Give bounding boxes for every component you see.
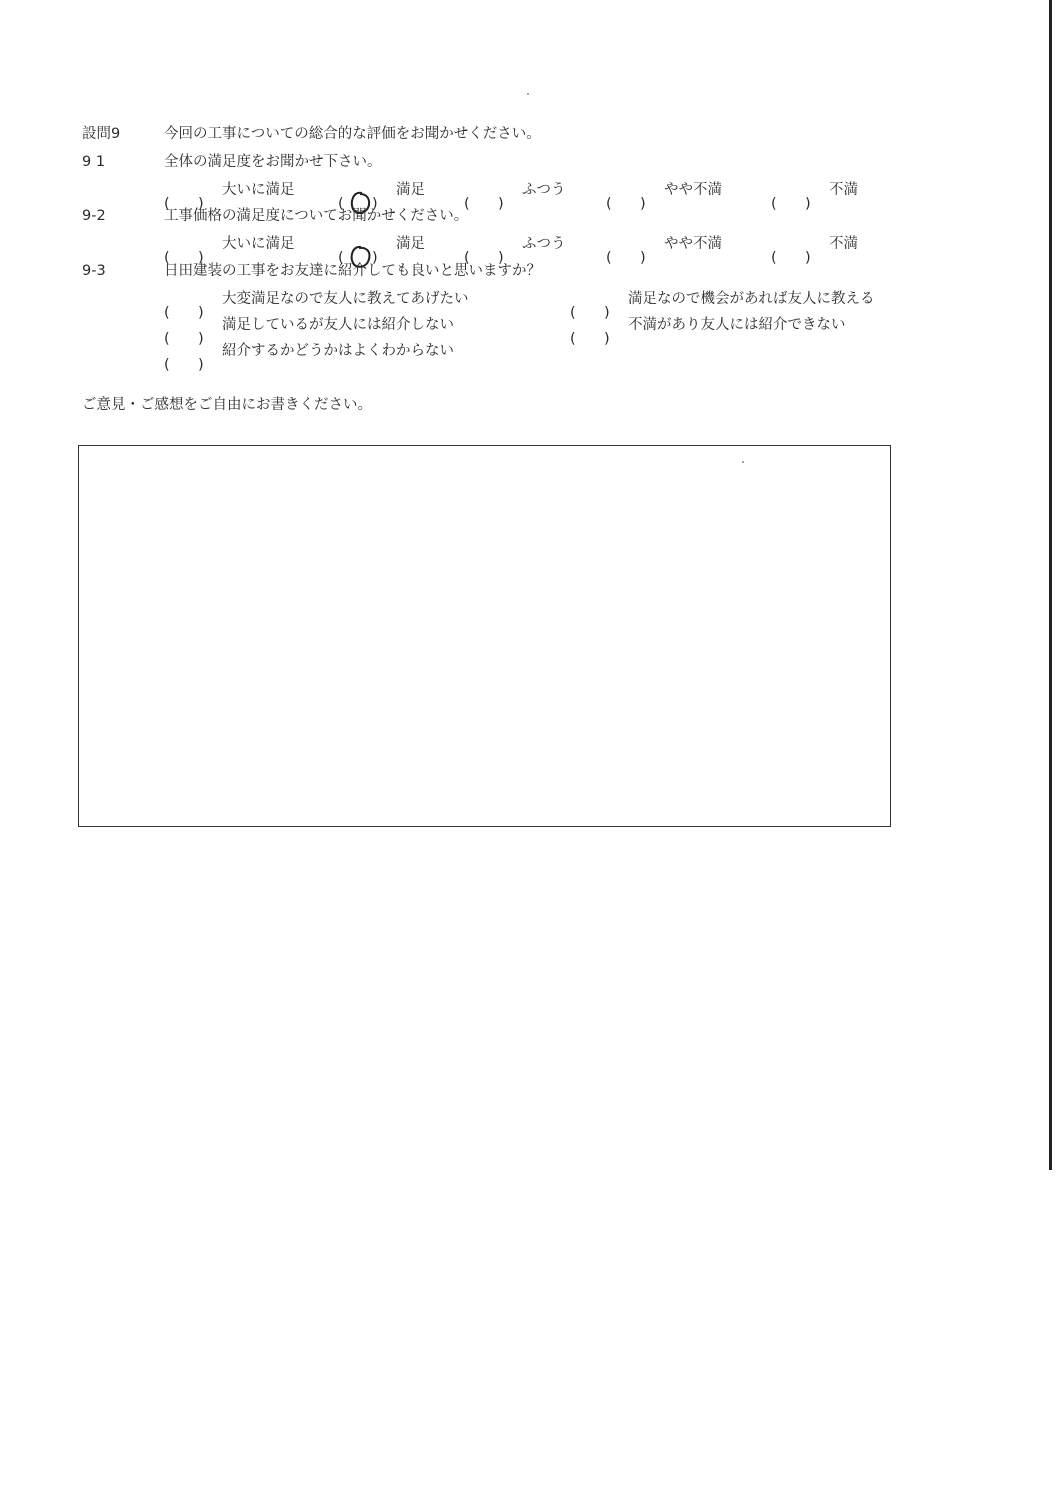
question-text: 今回の工事についての総合的な評価をお聞かせください。 xyxy=(164,126,541,142)
option-9-3-will-recommend[interactable]: ( ) 大変満足なので友人に教えてあげたい xyxy=(164,291,469,321)
option-label: 満足 xyxy=(396,182,425,198)
comments-label: ご意見・ご感想をご自由にお書きください。 xyxy=(82,397,372,413)
option-9-2-very-satisfied[interactable]: ( ) 大いに満足 xyxy=(164,236,295,266)
option-9-1-somewhat-dissatisfied[interactable]: ( ) やや不満 xyxy=(606,182,722,212)
question-number: 9-2 xyxy=(82,208,106,224)
option-label: 不満 xyxy=(829,236,858,252)
question-text: 日田建装の工事をお友達に紹介しても良いと思いますか？ xyxy=(164,263,541,279)
option-label: 大いに満足 xyxy=(222,182,295,198)
comments-box[interactable] xyxy=(78,445,891,827)
question-number: 9 1 xyxy=(82,154,106,170)
option-9-1-neutral[interactable]: ( ) ふつう xyxy=(464,182,566,212)
option-label: 満足なので機会があれば友人に教える xyxy=(628,291,875,307)
option-label: ふつう xyxy=(522,182,566,198)
option-9-2-dissatisfied[interactable]: ( ) 不満 xyxy=(771,236,858,266)
option-9-3-may-recommend[interactable]: ( ) 満足なので機会があれば友人に教える xyxy=(570,291,875,321)
question-number: 9-3 xyxy=(82,263,106,279)
option-label: 不満があり友人には紹介できない xyxy=(628,317,846,333)
option-label: 満足しているが友人には紹介しない xyxy=(222,317,454,333)
option-label: やや不満 xyxy=(664,236,722,252)
scan-edge-line xyxy=(1049,0,1052,1170)
option-label: 紹介するかどうかはよくわからない xyxy=(222,343,454,359)
option-9-1-dissatisfied[interactable]: ( ) 不満 xyxy=(771,182,858,212)
option-label: ふつう xyxy=(522,236,566,252)
option-9-1-very-satisfied[interactable]: ( ) 大いに満足 xyxy=(164,182,295,212)
option-9-2-neutral[interactable]: ( ) ふつう xyxy=(464,236,566,266)
option-label: 満足 xyxy=(396,236,425,252)
option-9-2-somewhat-dissatisfied[interactable]: ( ) やや不満 xyxy=(606,236,722,266)
option-9-3-wont-recommend[interactable]: ( ) 満足しているが友人には紹介しない xyxy=(164,317,454,347)
question-number: 設問9 xyxy=(82,126,121,142)
question-text: 工事価格の満足度についてお聞かせください。 xyxy=(164,208,469,224)
option-9-2-satisfied[interactable]: ( ) 満足 xyxy=(338,234,425,254)
scan-speck xyxy=(527,93,529,95)
option-9-1-satisfied[interactable]: ( ) 満足 xyxy=(338,180,425,200)
option-label: やや不満 xyxy=(664,182,722,198)
option-label: 不満 xyxy=(829,182,858,198)
option-label: 大いに満足 xyxy=(222,236,295,252)
question-text: 全体の満足度をお聞かせ下さい。 xyxy=(164,154,382,170)
option-9-3-cannot-recommend[interactable]: ( ) 不満があり友人には紹介できない xyxy=(570,317,846,347)
option-9-3-unsure[interactable]: ( ) 紹介するかどうかはよくわからない xyxy=(164,343,454,373)
option-label: 大変満足なので友人に教えてあげたい xyxy=(222,291,469,307)
